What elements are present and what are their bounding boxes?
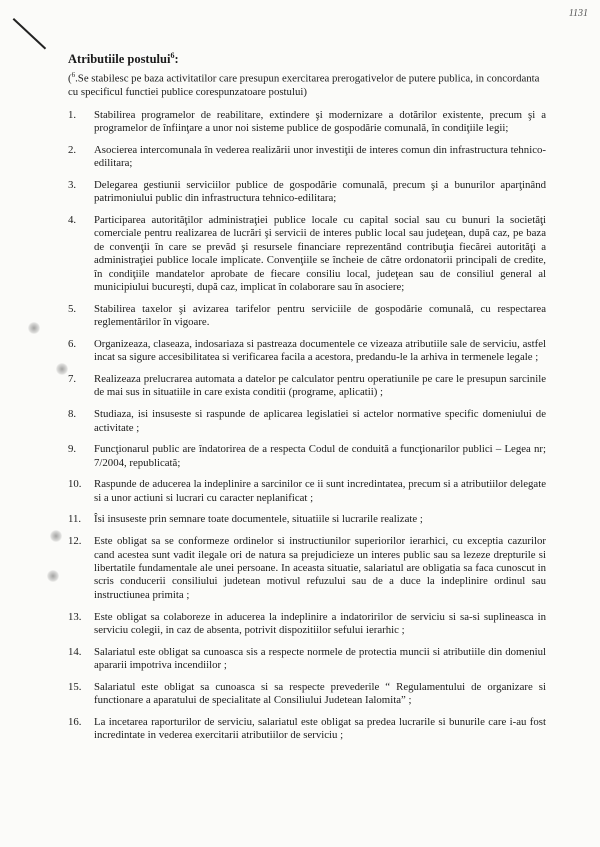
list-item [68,443,546,470]
item-text: La incetarea raporturilor de serviciu, salariatul este obligat sa predea lucrarile si bunurile care i-au fost incredintate in vederea exercitarii atributiilor de serviciu ; [94,715,546,742]
item-number: 9. [68,443,77,456]
item-number: 1. [68,108,77,121]
item-number: 12. [68,535,82,548]
list-item [68,109,546,136]
item-text: Raspunde de aducerea la indeplinire a sarcinilor ce ii sunt incredintatea, precum si a atributiilor delegate si a unor actiuni si lucrari cu caracter neplanificat ; [94,478,546,504]
hole-punch-mark [47,570,59,582]
note-footnote-ref: 6 [71,71,76,80]
list-item [68,535,546,602]
item-text: Stabilirea programelor de reabilitare, extindere şi modernizare a dotărilor existente, precum şi a programelor de înfiinţare a unor noi sisteme publice de gospodărie comunală, în condiţiile legii; [94,108,546,135]
list-item [68,179,546,206]
item-number: 16. [68,715,82,728]
list-item [68,611,546,638]
list-item [68,646,546,673]
item-text: Îsi insuseste prin semnare toate documentele, situatiile si lucrarile realizate ; [94,513,423,526]
list-item [68,478,546,505]
item-number: 7. [68,373,77,386]
item-text: Este obligat sa colaboreze in aducerea la indeplinire a indatoririlor de serviciu si sa-si suplineasca in serviciu colegii, in caz de absenta, potrivit dispozitiilor sefului ierarhic ; [94,610,546,636]
heading-footnote-ref: 6 [170,51,175,60]
item-number: 11. [68,513,82,526]
item-text: Participarea autorităţilor administraţiei publice locale cu capital social sau cu bunuri la societăţi comerciale pentru realizarea de lucrări şi servicii de interes public local sau judeţean, după caz, pe baza de convenţii în care se prevăd şi resursele financiare reprezentând contribuţia fiecărei autorităţi a administraţiei publice locale implicate. Convenţiile se încheie de către ordonatorii principali de credite, în condiţiile mandatelor aprobate de fiecare consiliu local, judeţean sau de consiliul general al municipiului bucureşti, după caz, implicat în colaborare sau în asociere; [94,214,546,294]
list-item [68,338,546,365]
item-text: Organizeaza, claseaza, indosariaza si pastreaza documentele ce vizeaza atributiile sale de serviciu, astfel incat sa sigure accesibilitatea si verificarea facila a acestora, predandu-le la arhiva in termenele legale ; [94,337,546,364]
hole-punch-mark [56,363,68,375]
page-number-mark: 1131 [568,8,588,19]
item-number: 8. [68,408,77,421]
pen-stroke-mark [13,18,46,49]
heading-title: Atributiile postului [68,52,171,67]
item-text: Salariatul este obligat sa cunoasca si sa respecte prevederile “ Regulamentului de organizare si functionare a aparatului de specialitate al Consiliului Judetean Ialomita” ; [94,680,546,707]
item-text: Studiaza, isi insuseste si raspunde de aplicarea legislatiei si actelor normative specific domeniului de activitate ; [94,408,546,434]
section-heading [68,51,546,67]
heading-suffix: : [174,52,179,67]
item-text: Este obligat sa se conformeze ordinelor si instructiunilor superiorilor ierarhici, cu exceptia cazurilor cand acestea sunt vadit ilegale ori de natura sa prejudicieze un interes public sau sa lezeze drepturile si libertatile fundamentale ale unei persoane. In aceasta situatie, salariatul are obligatia sa faca cunoscut in scris conducerii consiliului judetean motivul refuzului sau de a duce la indeplinire ordinul sau instructiunea primita ; [94,535,546,601]
list-item [68,373,546,400]
item-text: Stabilirea taxelor şi avizarea tarifelor pentru serviciile de gospodărie comunală, cu respectarea reglementărilor în vigoare. [94,302,546,329]
item-number: 10. [68,478,82,491]
item-number: 15. [68,680,82,693]
item-text: Funcţionarul public are îndatorirea de a respecta Codul de conduită a funcţionarilor publici – Legea nr; 7/2004, republicată; [94,443,546,469]
item-number: 6. [68,337,77,350]
list-item [68,681,546,708]
item-number: 2. [68,143,77,156]
item-number: 13. [68,610,82,623]
item-text: Salariatul este obligat sa cunoasca sis a respecte normele de protectia muncii si atributiile din domeniul apararii impotriva incendiilor ; [94,645,546,672]
list-item [68,303,546,330]
note-text: .Se stabilesc pe baza activitatilor care presupun exercitarea prerogativelor de putere publica, in concordanta cu specificul functiei publice corespunzatoare postului) [68,72,540,98]
list-item [68,716,546,743]
document-body [68,51,546,751]
item-text: Realizeaza prelucrarea automata a datelor pe calculator pentru operatiunile pe care le presupun sarcinile de mai sus in situatiile in care exista conditii (programe, aplicatii) ; [94,373,546,399]
list-item [68,214,546,294]
item-number: 4. [68,214,77,227]
duties-list [68,109,546,743]
list-item [68,408,546,435]
item-number: 3. [68,178,77,191]
item-text: Delegarea gestiunii serviciilor publice de gospodărie comunală, precum şi a bunurilor aparţinând patrimoniului public din infrastructura tehnico-edilitara; [94,178,546,205]
hole-punch-mark [28,322,40,334]
item-number: 14. [68,645,82,658]
hole-punch-mark [50,530,62,542]
footnote-note [68,69,546,99]
list-item [68,513,546,526]
list-item [68,144,546,171]
note-open-paren: ( [68,72,72,85]
item-text: Asocierea intercomunala în vederea realizării unor investiţii de interes comun din infrastructura tehnico-edilitara; [94,143,546,170]
item-number: 5. [68,302,77,315]
